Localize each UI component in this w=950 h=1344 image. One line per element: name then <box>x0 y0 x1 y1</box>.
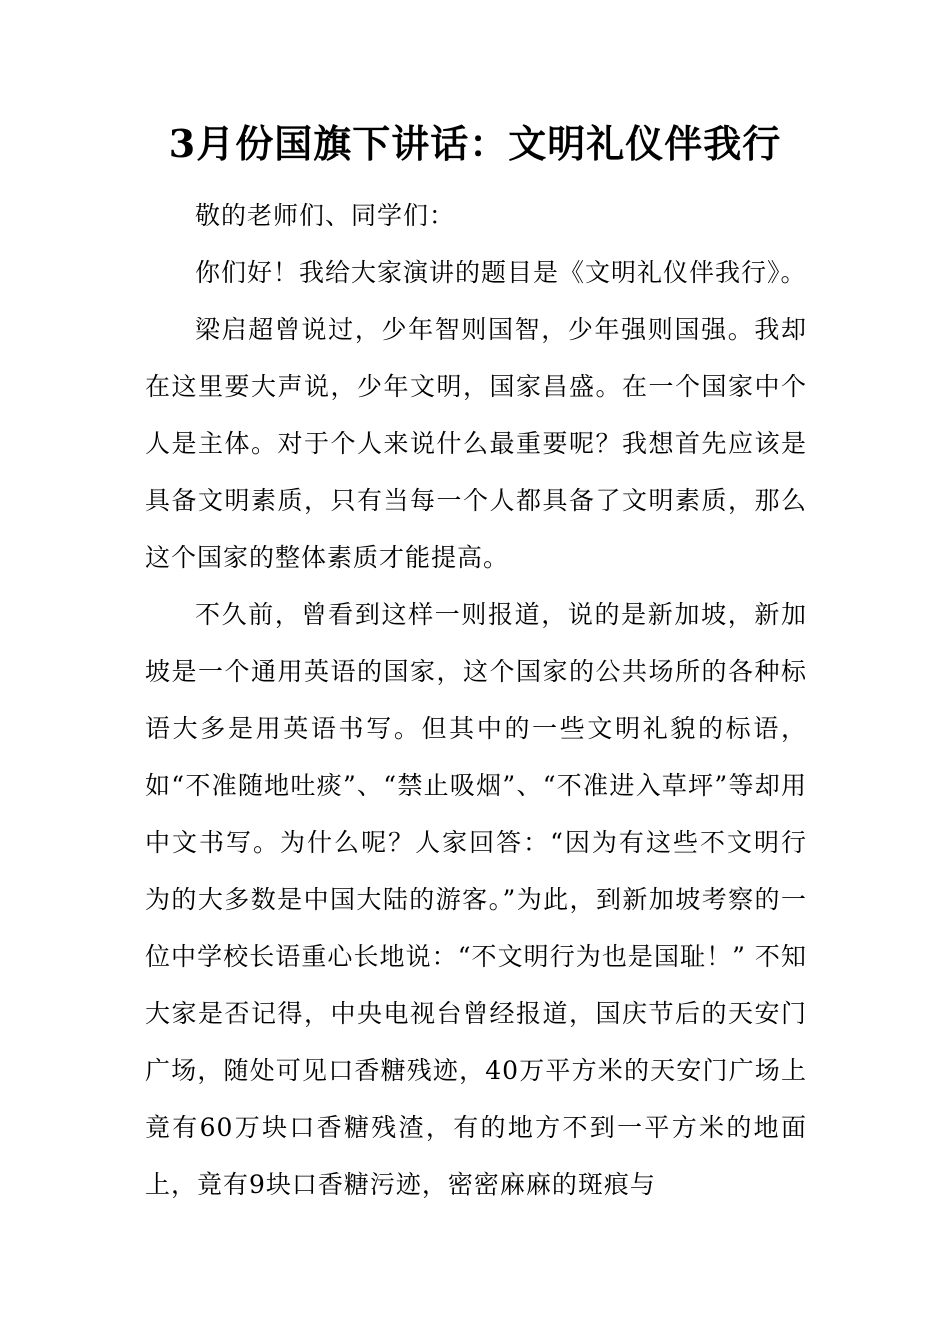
paragraph-singapore-report: 不久前，曾看到这样一则报道，说的是新加坡，新加坡是一个通用英语的国家，这个国家的公共场所的各种标语大多是用英语书写。但其中的一些文明礼貌的标语，如“不准随地吐痰”、“禁止吸烟”、“不准进入草坪”等却用中文书写。为什么呢？人家回答：“因为有这些不文明行为的大多数是中国大陆的游客。”为此，到新加坡考察的一位中学校长语重心长地说：“不文明行为也是国耻！” 不知大家是否记得，中央电视台曾经报道，国庆节后的天安门广场，随处可见口香糖残迹，40万平方米的天安门广场上竟有60万块口香糖残渣，有的地方不到一平方米的地面上，竟有9块口香糖污迹，密密麻麻的斑痕与 <box>145 600 807 1199</box>
paragraph-greeting: 敬的老师们、同学们： <box>195 201 456 230</box>
paragraph-liang-qichao: 梁启超曾说过，少年智则国智，少年强则国强。我却在这里要大声说，少年文明，国家昌盛。在一个国家中个人是主体。对于个人来说什么最重要呢？我想首先应该是具备文明素质，只有当每一个人都具备了文明素质，那么这个国家的整体素质才能提高。 <box>145 315 807 572</box>
document-body <box>145 187 807 1213</box>
paragraph-intro: 你们好！我给大家演讲的题目是《文明礼仪伴我行》。 <box>195 258 807 287</box>
page-title: 3月份国旗下讲话：文明礼仪伴我行 <box>168 121 782 166</box>
